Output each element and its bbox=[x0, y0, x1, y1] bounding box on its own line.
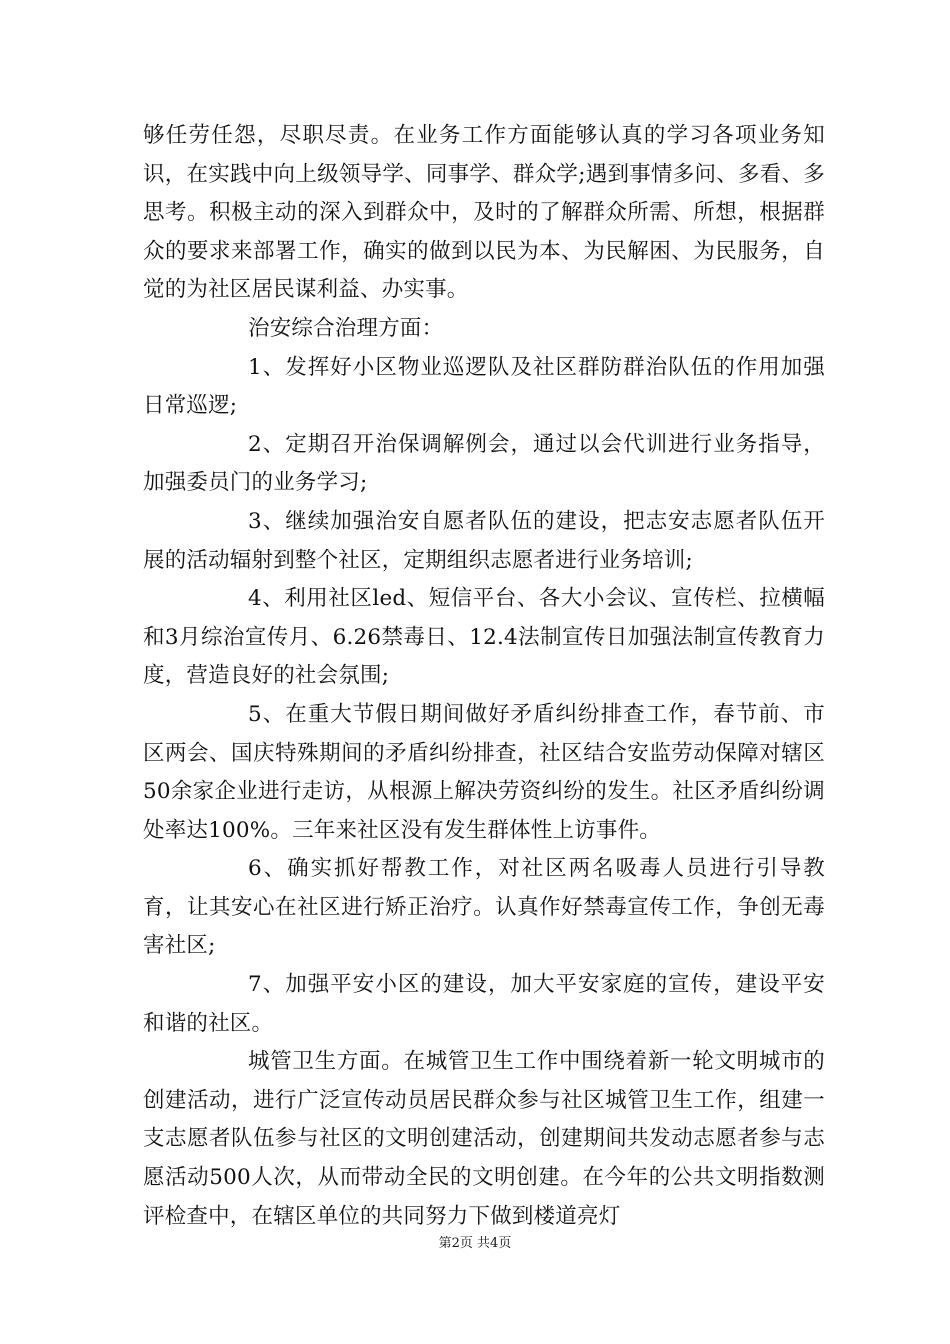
document-body bbox=[143, 117, 825, 1236]
paragraph-item-6: 6、确实抓好帮教工作，对社区两名吸毒人员进行引导教育，让其安心在社区进行矫正治疗。认真作好禁毒宣传工作，争创无毒害社区; bbox=[143, 856, 825, 959]
paragraph-item-5: 5、在重大节假日期间做好矛盾纠纷排查工作，春节前、市区两会、国庆特殊期间的矛盾纠纷排查，社区结合安监劳动保障对辖区50余家企业进行走访，从根源上解决劳资纠纷的发生。社区矛盾纠纷调处率达100%。三年来社区没有发生群体性上访事件。 bbox=[143, 701, 825, 843]
paragraph-item-3: 3、继续加强治安自愿者队伍的建设，把志安志愿者队伍开展的活动辐射到整个社区，定期组织志愿者进行业务培训; bbox=[143, 508, 825, 573]
paragraph-item-1: 1、发挥好小区物业巡逻队及社区群防群治队伍的作用加强日常巡逻; bbox=[143, 354, 825, 419]
page-footer bbox=[0, 1232, 950, 1251]
paragraph-security-heading: 治安综合治理方面： bbox=[248, 315, 444, 341]
paragraph-item-4: 4、利用社区led、短信平台、各大小会议、宣传栏、拉横幅和3月综治宣传月、6.26禁毒日、12.4法制宣传日加强法制宣传教育力度，营造良好的社会氛围; bbox=[143, 586, 825, 689]
page-number: 第2页 共4页 bbox=[438, 1236, 512, 1251]
paragraph-item-2: 2、定期召开治保调解例会，通过以会代训进行业务指导，加强委员门的业务学习; bbox=[143, 431, 825, 496]
paragraph-continuation: 够任劳任怨，尽职尽责。在业务工作方面能够认真的学习各项业务知识，在实践中向上级领导学、同事学、群众学;遇到事情多问、多看、多思考。积极主动的深入到群众中，及时的了解群众所需、所想，根据群众的要求来部署工作，确实的做到以民为本、为民解困、为民服务，自觉的为社区居民谋利益、办实事。 bbox=[143, 123, 825, 303]
paragraph-urban-sanitation: 城管卫生方面。在城管卫生工作中围绕着新一轮文明城市的创建活动，进行广泛宣传动员居民群众参与社区城管卫生工作，组建一支志愿者队伍参与社区的文明创建活动，创建期间共发动志愿者参与志愿活动500人次，从而带动全民的文明创建。在今年的公共文明指数测评检查中，在辖区单位的共同努力下做到楼道亮灯 bbox=[143, 1049, 825, 1229]
paragraph-item-7: 7、加强平安小区的建设，加大平安家庭的宣传，建设平安和谐的社区。 bbox=[143, 972, 825, 1036]
